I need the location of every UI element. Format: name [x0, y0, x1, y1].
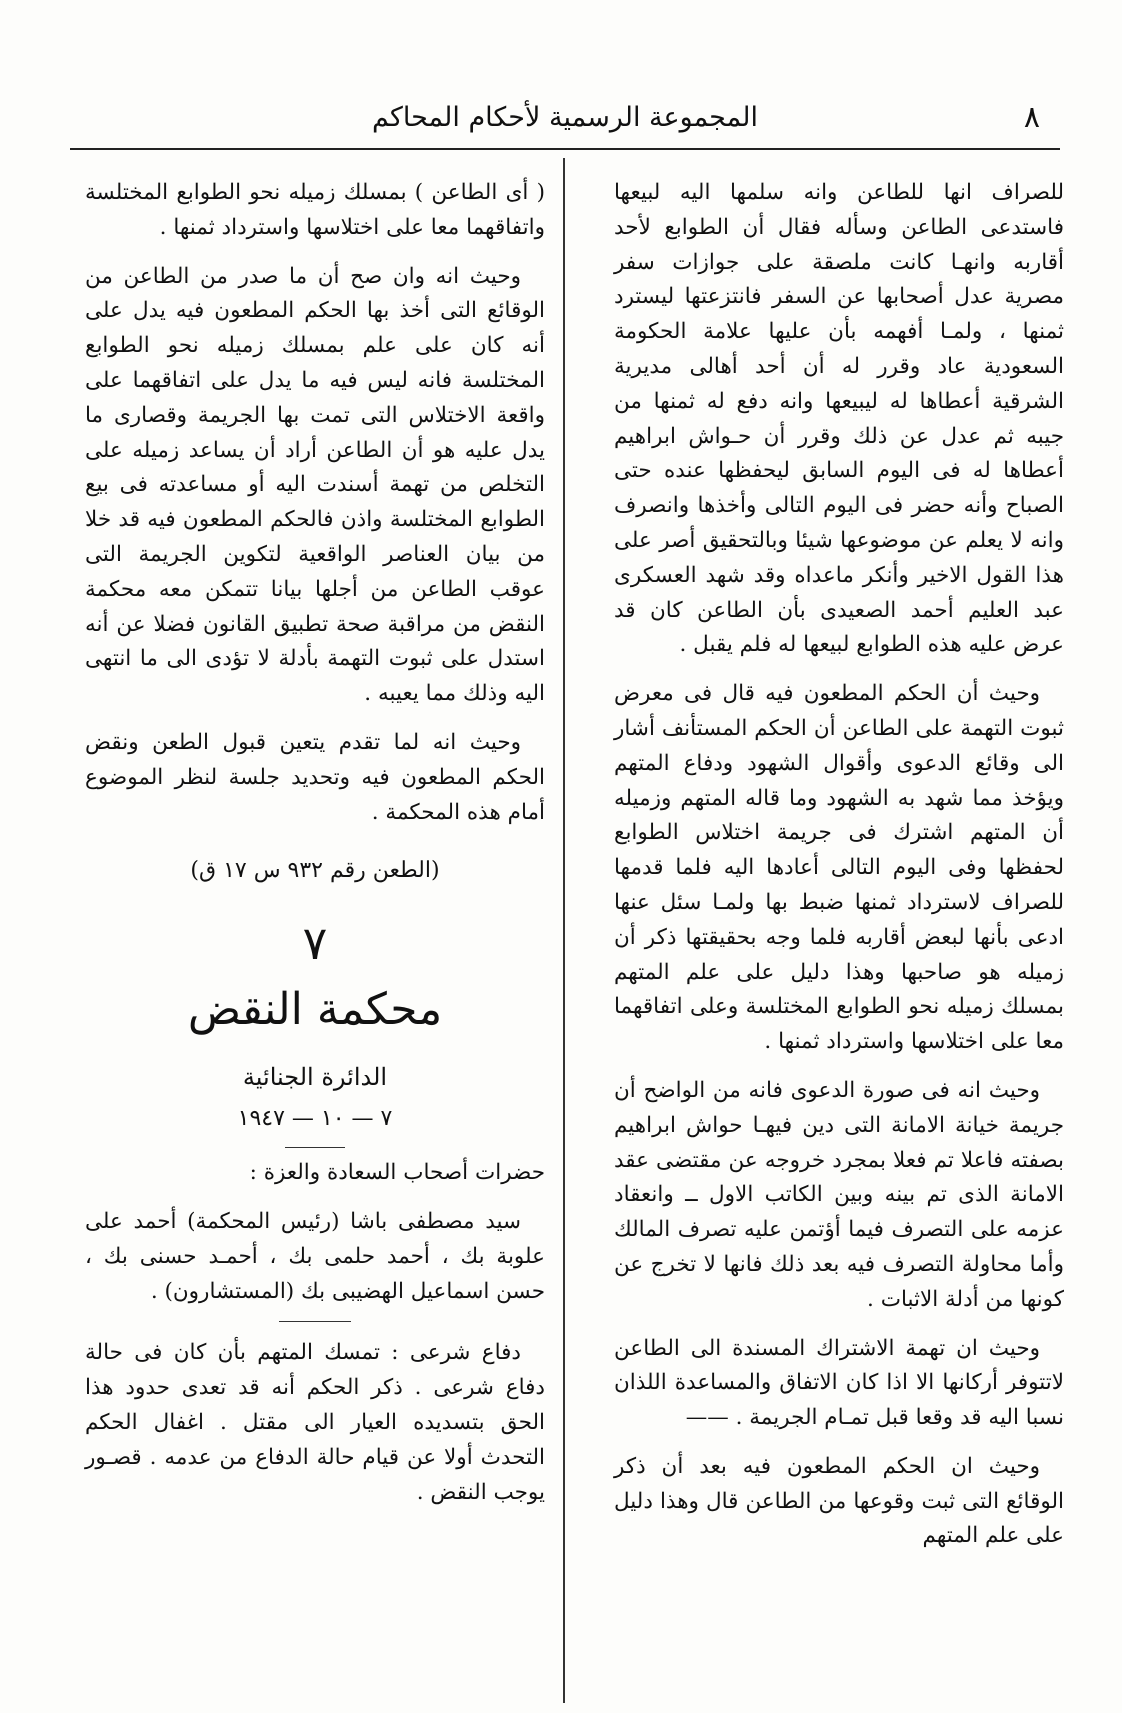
left-column: [85, 176, 545, 1510]
summary-block: [85, 1336, 545, 1510]
right-paragraph-2: وحيث أن الحكم المطعون فيه قال فى معرض ثبوت التهمة على الطاعن أن الحكم المستأنف أشار الى وقائع الدعوى وأقوال الشهود ودفاع المتهم ويؤخذ مما شهد به الشهود وما قاله المتهم وزميله أن المتهم اشترك فى جريمة اختلاس الطوابع لحفظها وفى اليوم التالى أعادها اليه فلما قدمها للصراف لاسترداد ثمنها ضبط بها ولمـا سئل عنها ادعى بأنها لبعض أقاربه فلما وجه بحقيقتها ذكر أن زميله هو صاحبها وهذا دليل على علم المتهم بمسلك زميله نحو الطوابع المختلسة وعلى اتفاقهما معا على اختلاسها واسترداد ثمنها .: [614, 681, 1064, 1055]
panel-heading: حضرات أصحاب السعادة والعزة :: [249, 1160, 545, 1186]
section-rule: [285, 1147, 345, 1148]
summary-text: دفاع شرعى : تمسك المتهم بأن كان فى حالة دفاع شرعى . ذكر الحكم أنه قد تعدى حدود هذا الحق بتسديده العيار الى مقتل . اغفال الحكم التحدث أولا عن قيام حالة الدفاع من عدمه . قصـور يوجب النقض .: [85, 1340, 545, 1505]
left-paragraph-1: ( أى الطاعن ) بمسلك زميله نحو الطوابع المختلسة واتفاقهما معا على اختلاسها واسترداد ثمنها .: [85, 180, 545, 240]
right-paragraph-4: وحيث ان تهمة الاشتراك المسندة الى الطاعن لاتتوفر أركانها الا اذا كان الاتفاق والمساعدة اللذان نسبا اليه قد وقعا قبل تمـام الجريمة . ——: [614, 1335, 1064, 1431]
court-name: محكمة النقض: [187, 984, 443, 1036]
circuit-name: الدائرة الجنائية: [242, 1063, 388, 1092]
case-reference: (الطعن رقم ٩٣٢ س ١٧ ق): [190, 858, 440, 884]
panel-members: سيد مصطفى باشا (رئيس المحكمة) أحمد على علوبة بك ، أحمد حلمى بك ، أحمـد حسنى بك ، حسن اسماعيل الهضيبى بك (المستشارون) .: [85, 1208, 545, 1304]
left-paragraph-3: وحيث انه لما تقدم يتعين قبول الطعن ونقض الحكم المطعون فيه وتحديد جلسة لنظر الموضوع أمام هذه المحكمة .: [85, 729, 545, 825]
right-paragraph-3: وحيث انه فى صورة الدعوى فانه من الواضح أن جريمة خيانة الامانة التى دين فيهـا حواش ابراهيم بصفته فاعلا تم فعلا بمجرد خروجه عن مقتضى عقد الامانة الذى تم بينه وبين الكاتب الاول ــ وانعقاد عزمه على التصرف فيما أؤتمن عليه تصرف المالك وأما محاولة التصرف فيه بعد ذلك فانها لا تخرج عن كونها من أدلة الاثبات .: [614, 1077, 1064, 1312]
page-number: ٨: [1023, 100, 1040, 135]
summary-rule: [279, 1321, 351, 1322]
running-title: المجموعة الرسمية لأحكام المحاكم: [372, 102, 758, 133]
case-number: ٧: [302, 916, 328, 971]
judgment-date: ٧ — ١٠ — ١٩٤٧: [237, 1106, 393, 1132]
page-header: [70, 100, 1060, 144]
right-column: [614, 176, 1064, 1554]
header-rule: [70, 148, 1060, 150]
right-paragraph-5: وحيث ان الحكم المطعون فيه بعد أن ذكر الوقائع التى ثبت وقوعها من الطاعن قال وهذا دليل على علم المتهم: [614, 1453, 1064, 1549]
left-paragraph-2: وحيث انه وان صح أن ما صدر من الطاعن من الوقائع التى أخذ بها الحكم المطعون فيه يدل على أنه كان على علم بمسلك زميله نحو الطوابع المختلسة فانه ليس فيه ما يدل على اتفاقهما على واقعة الاختلاس التى تمت بها الجريمة وقصارى ما يدل عليه هو أن الطاعن أراد أن يساعد زميله على التخلص من تهمة أسندت اليه أو مساعدته فى بيع الطوابع المختلسة واذن فالحكم المطعون فيه قد خلا من بيان العناصر الواقعية لتكوين الجريمة التى عوقب الطاعن من أجلها بيانا تتمكن معه محكمة النقض من مراقبة صحة تطبيق القانون فضلا عن أنه استدل على ثبوت التهمة بأدلة لا تؤدى الى ما انتهى اليه وذلك مما يعيبه .: [85, 263, 545, 707]
right-paragraph-1: للصراف انها للطاعن وانه سلمها اليه لبيعها فاستدعى الطاعن وسأله فقال أن الطوابع لأحد أقاربه وانهـا كانت ملصقة على جوازات سفر مصرية عدل أصحابها عن السفر فانتزعتها ليسترد ثمنها ، ولمـا أفهمه بأن عليها علامة الحكومة السعودية عاد وقرر له أن أحد أهالى مديرية الشرقية أعطاها له ليبيعها وانه دفع له ثمنها من جيبه ثم عدل عن ذلك وقرر أن حـواش ابراهيم أعطاها له فى اليوم السابق ليحفظها عنده حتى الصباح وأنه حضر فى اليوم التالى وأخذها وانصرف وانه لا يعلم عن موضوعها شيئا وبالتحقيق أصر على هذا القول الاخير وأنكر ماعداه وقد شهد العسكرى عبد العليم أحمد الصعيدى بأن الطاعن كان قد عرض عليه هذه الطوابع لبيعها له فلم يقبل .: [614, 180, 1064, 658]
column-divider: [563, 158, 565, 1703]
